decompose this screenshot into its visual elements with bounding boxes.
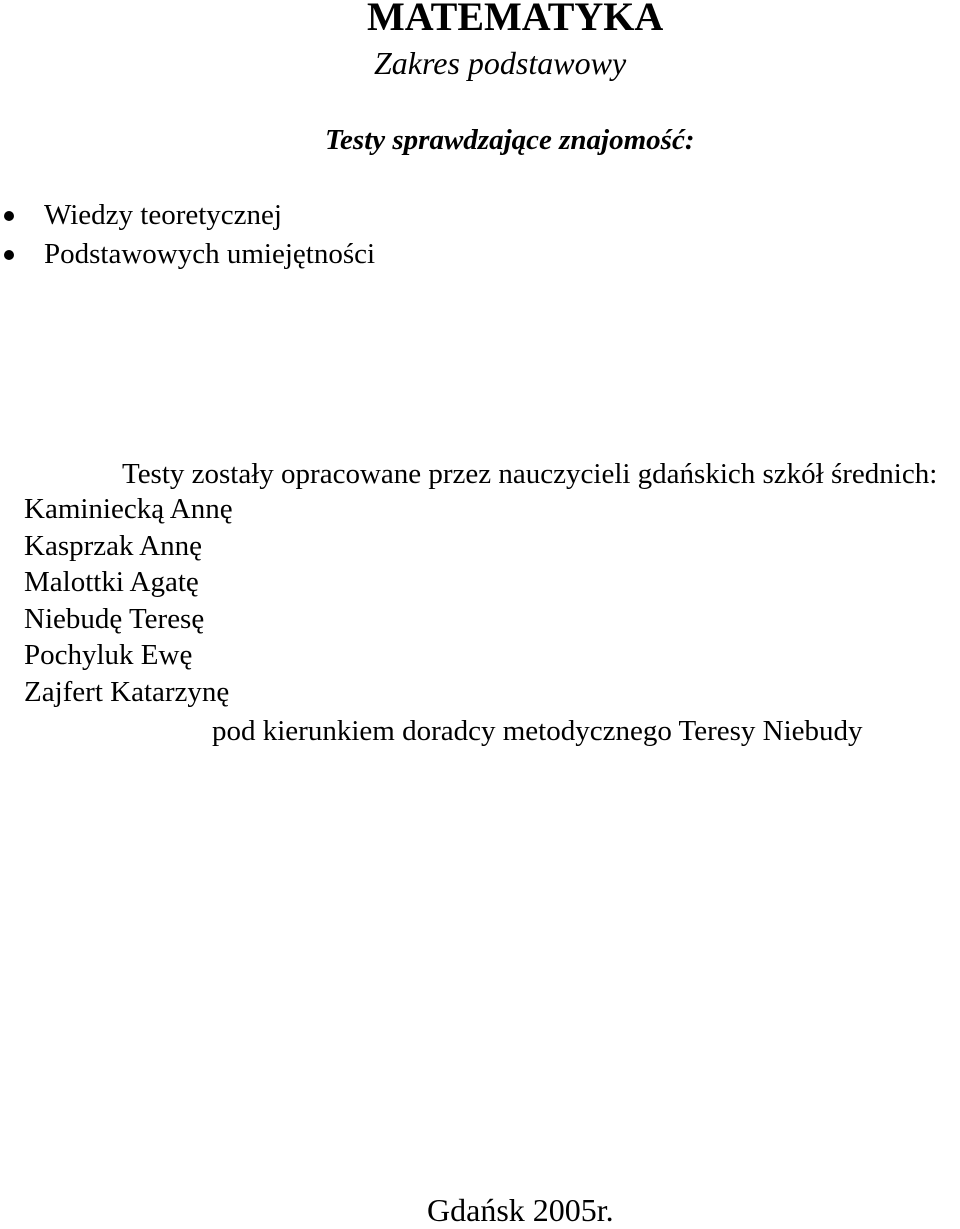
- author-name: Malottki Agatę: [24, 566, 199, 598]
- bullet-icon: [4, 211, 14, 221]
- author-name: Niebudę Teresę: [24, 602, 205, 635]
- scope-item: [0, 196, 375, 235]
- place-and-date: Gdańsk 2005r.: [427, 1192, 614, 1228]
- author-name: Zajfert Katarzynę: [24, 675, 230, 708]
- author-name: Kasprzak Annę: [24, 529, 202, 562]
- tests-heading: Testy sprawdzające znajomość:: [325, 124, 695, 156]
- bullet-icon: [4, 250, 14, 260]
- supervisor-line: pod kierunkiem doradcy metodycznego Teresy Niebudy: [212, 715, 863, 747]
- document-title: MATEMATYKA: [367, 0, 664, 39]
- scope-list: [0, 196, 375, 274]
- scope-item: [0, 235, 375, 274]
- author-name: Kaminiecką Annę: [24, 493, 233, 525]
- scope-item-label: Podstawowych umiejętności: [44, 238, 376, 270]
- authors-list: [24, 491, 233, 710]
- scope-item-label: Wiedzy teoretycznej: [44, 199, 282, 231]
- author-name: Pochyluk Ewę: [24, 639, 193, 671]
- document-subtitle: Zakres podstawowy: [374, 45, 627, 81]
- credits-intro: Testy zostały opracowane przez nauczycieli gdańskich szkół średnich:: [122, 458, 938, 490]
